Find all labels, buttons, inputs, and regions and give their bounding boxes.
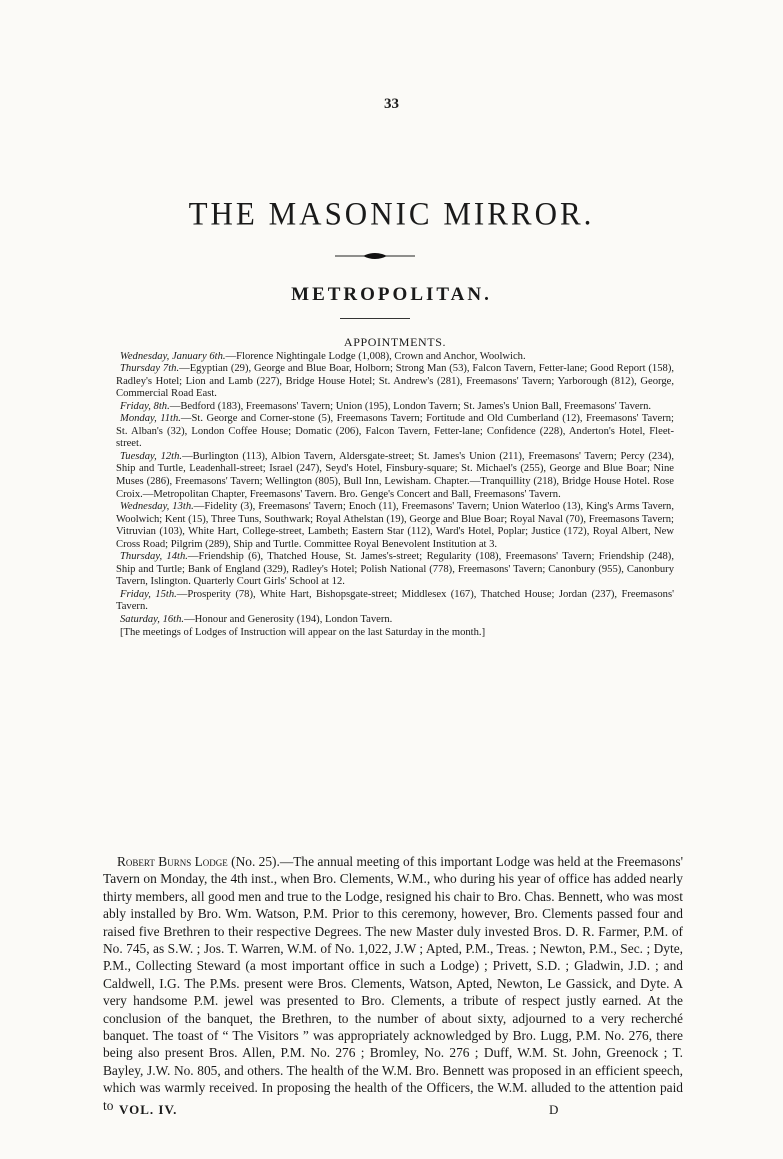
section-rule (340, 318, 410, 319)
appointment-entry (116, 614, 674, 627)
masthead-title: THE MASONIC MIRROR. (188, 195, 595, 232)
page-number: 33 (384, 96, 399, 112)
appointment-text: —Bedford (183), Freemasons' Tavern; Union (195), London Tavern; St. James's Union Ball, Freemasons' Tavern. (169, 400, 652, 412)
appointment-entry (116, 413, 674, 451)
appointment-entry (116, 363, 674, 401)
signature-mark: D (549, 1102, 559, 1117)
appointment-text: —Egyptian (29), George and Blue Boar, Holborn; Strong Man (53), Falcon Tavern, Fetter-lane; Good Report (158), Radley's Hotel; Lion and Lamb (227), Bridge House Hotel; St. Andrew's (281), Freemasons' Tavern; Yarborough (812), George, Commercial Road East. (116, 363, 674, 400)
appointment-day: Friday, 15th. (120, 588, 177, 600)
article-lead: Robert Burns Lodge (117, 854, 228, 869)
appointment-text: —Burlington (113), Albion Tavern, Aldersgate-street; St. James's Union (211), Freemasons' Tavern; Percy (234), Ship and Turtle, Leadenhall-street; Israel (247), Seyd's Hotel, Finsbury-square; St. Michael's (255), George and Blue Boar; Nine Muses (286), Freemasons' Tavern; Wellington (805), Bull Inn, Lewisham. Chapter.—Tranquillity (218), Bridge House Hotel. Rose Croix.—Metropolitan Chapter, Freemasons' Tavern. Bro. Genge's Concert and Ball, Freemasons' Tavern. (116, 450, 674, 500)
appointment-entry (116, 501, 674, 551)
article-body: (No. 25).—The annual meeting of this important Lodge was held at the Freemasons' Tavern on Monday, the 4th inst., when Bro. Clements, W.M., who during his year of office has added nearly thirty members, all good men and true to the Lodge, resigned his chair to Bro. Chas. Bennett, who was most ably installed by Bro. Wm. Watson, P.M. Prior to this ceremony, however, Bro. Clements passed four and raised five Brethren to their respective Degrees. The new Master duly invested Bros. D. R. Farmer, P.M. of No. 745, as S.W. ; Jos. T. Warren, W.M. of No. 1,022, J.W ; Apted, P.M., Treas. ; Newton, P.M., Sec. ; Dyte, P.M., Collecting Steward (a most important office in such a Lodge) ; Privett, S.D. ; Gladwin, J.D. ; and Caldwell, I.G. The P.Ms. present were Bros. Clements, Watson, Apted, Newton, Le Gassick, and Dyte. A very handsome P.M. jewel was presented to Bro. Clements, a tribute of respect justly earned. At the conclusion of the banquet, the Brethren, to the number of about sixty, adjourned to a very recherché banquet. The toast of “ The Visitors ” was appropriately acknowledged by Bro. Lugg, P.M. No. 276, there being also present Bros. Allen, P.M. No. 276 ; Bromley, No. 276 ; Duff, W.M. St. John, Greenock ; T. Bayley, J.W. No. 805, and others. The health of the W.M. Bro. Bennett was proposed in an efficient speech, which was warmly received. In proposing the health of the Officers, the W.M. alluded to the attention paid to (103, 854, 684, 1113)
appointment-day: Thursday, 14th. (120, 551, 188, 563)
appointment-entry (116, 401, 674, 414)
appointment-text: —Florence Nightingale Lodge (1,008), Crown and Anchor, Woolwich. (225, 350, 526, 362)
appointments-heading: APPOINTMENTS. (343, 335, 447, 349)
appointment-entry (116, 451, 674, 501)
appointment-entry (116, 589, 674, 614)
appointment-day: Saturday, 16th. (120, 614, 185, 626)
appointment-text: —Honour and Generosity (194), London Tavern. (184, 614, 393, 626)
appointments-note: [The meetings of Lodges of Instruction will appear on the last Saturday in the month.] (120, 626, 486, 638)
appointment-entry (116, 351, 674, 364)
appointment-day: Thursday 7th. (120, 363, 180, 375)
appointment-text: —Fidelity (3), Freemasons' Tavern; Enoch (11), Freemasons' Tavern; Union Waterloo (13), King's Arms Tavern, Woolwich; Kent (15), Three Tuns, Southwark; Royal Athelstan (19), George and Blue Boar; Royal Naval (70), Freemasons Tavern; Vitruvian (103), White Hart, College-street, Lambeth; Eastern Star (112), Ward's Hotel, Poplar; Justice (172), Royal Albert, New Cross Road; Pilgrim (289), Ship and Turtle. Committee Royal Benevolent Institution at 3. (116, 501, 674, 550)
appointment-day: Wednesday, January 6th. (120, 350, 226, 362)
appointment-text: —St. George and Corner-stone (5), Freemasons Tavern; Fortitude and Old Cumberland (12), Freemasons' Tavern; St. Alban's (32), London Coffee House; Domatic (206), Falcon Tavern, Fetter-lane; Confidence (228), Anderton's Hotel, Fleet-street. (116, 413, 674, 450)
appointment-text: —Prosperity (78), White Hart, Bishopsgate-street; Middlesex (167), Thatched House; Jordan (237), Freemasons' Tavern. (116, 588, 675, 613)
page-footer (119, 1102, 559, 1118)
appointment-text: —Friendship (6), Thatched House, St. James's-street; Regularity (108), Freemasons' Tavern; Friendship (248), Ship and Turtle; Bank of England (329), Radley's Hotel; Polish National (778), Freemasons' Tavern; Canonbury (955), Canonbury Tavern, Islington. Quarterly Court Girls' School at 12. (116, 551, 674, 588)
appointment-day: Monday, 11th. (120, 413, 181, 425)
appointment-day: Friday, 8th. (120, 400, 170, 412)
appointment-entry (116, 551, 674, 589)
section-title: METROPOLITAN. (291, 284, 492, 305)
appointments-list (116, 336, 674, 639)
volume-label: VOL. IV. (119, 1102, 178, 1117)
lodge-report-article (103, 853, 683, 1114)
appointment-day: Tuesday, 12th. (120, 450, 183, 462)
ornament-divider (335, 250, 415, 262)
appointment-day: Wednesday, 13th. (120, 501, 194, 513)
